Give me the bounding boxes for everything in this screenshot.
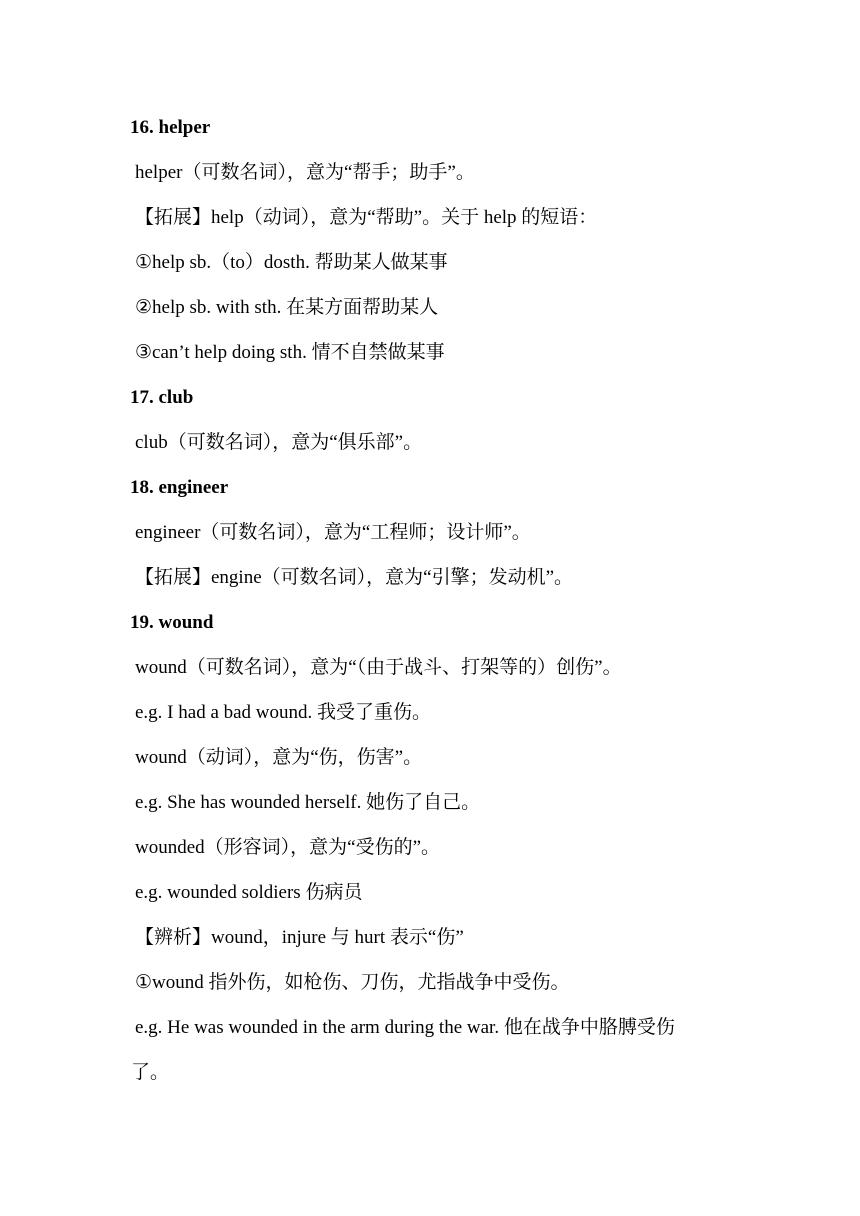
text-line: wounded（形容词），意为“受伤的”。 [135,837,441,858]
text-line: ①help sb.（to）dosth. 帮助某人做某事 [135,252,448,273]
text-line: 了。 [131,1062,170,1083]
heading-16-helper: 16. helper [130,117,211,138]
text-line: ③can’t help doing sth. 情不自禁做某事 [135,342,445,363]
text-line: wound（动词），意为“伤，伤害”。 [135,747,423,768]
text-line: wound（可数名词），意为“（由于战斗、打架等的）创伤”。 [135,657,622,678]
text-line: club（可数名词），意为“俱乐部”。 [135,432,423,453]
text-line: ②help sb. with sth. 在某方面帮助某人 [135,297,439,318]
heading-17-club: 17. club [130,387,194,408]
text-line: helper（可数名词），意为“帮手；助手”。 [135,162,475,183]
text-line: ①wound 指外伤，如枪伤、刀伤，尤指战争中受伤。 [135,972,570,993]
text-line: 【拓展】help（动词），意为“帮助”。关于 help 的短语： [135,207,598,228]
text-line: 【辨析】wound，injure 与 hurt 表示“伤” [135,927,464,948]
heading-19-wound: 19. wound [130,612,214,633]
example-line: e.g. She has wounded herself. 她伤了自己。 [135,792,481,813]
example-line: e.g. He was wounded in the arm during the war. 他在战争中胳膊受伤 [135,1017,675,1038]
example-line: e.g. wounded soldiers 伤病员 [135,882,363,903]
example-line: e.g. I had a bad wound. 我受了重伤。 [135,702,432,723]
text-line: engineer（可数名词），意为“工程师；设计师”。 [135,522,531,543]
text-line: 【拓展】engine（可数名词），意为“引擎；发动机”。 [135,567,574,588]
heading-18-engineer: 18. engineer [130,477,229,498]
